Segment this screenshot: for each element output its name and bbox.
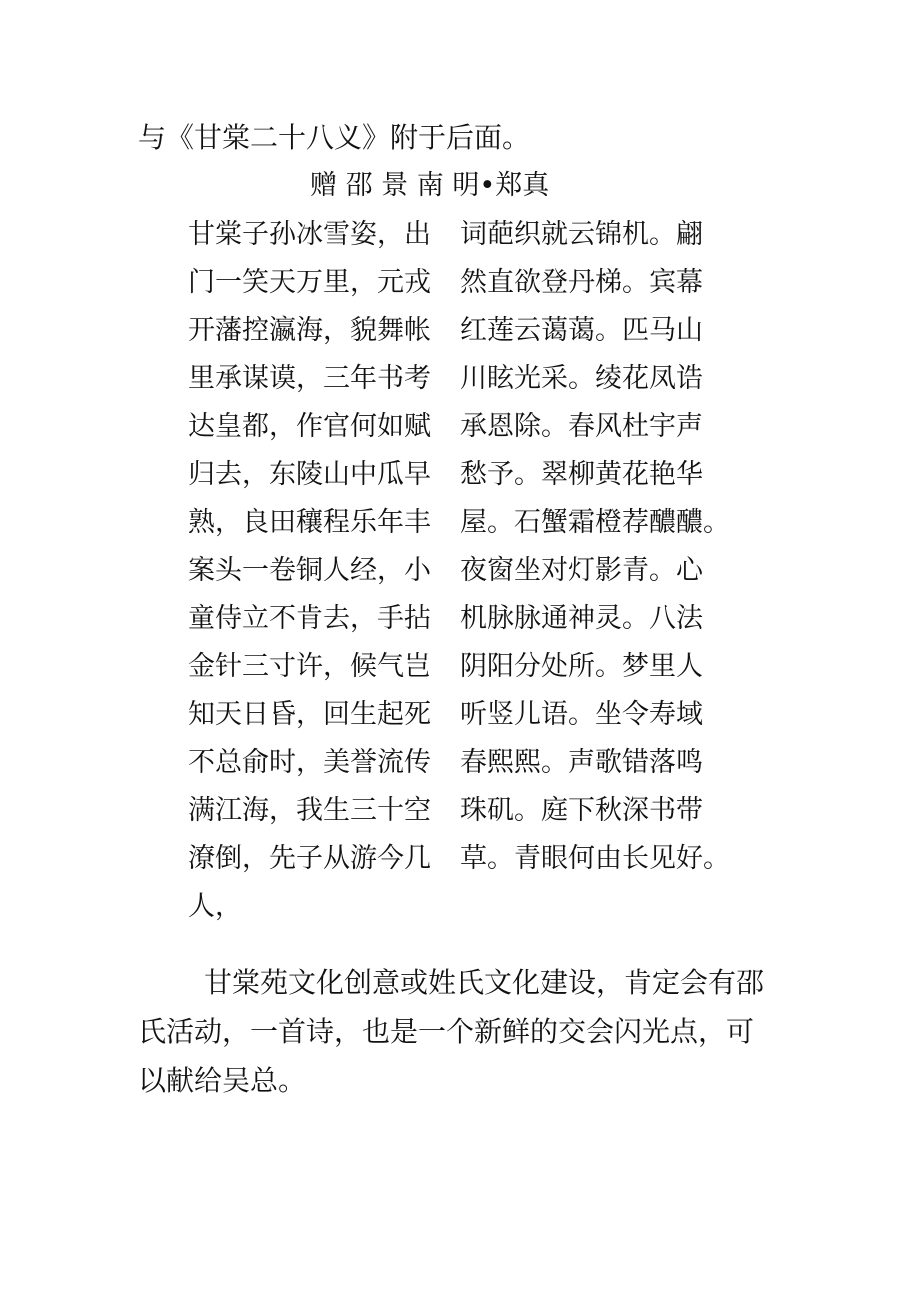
poem-line: 达皇都，作官何如赋 xyxy=(188,411,431,442)
poem-line: 川眩光采。绫花凤诰 xyxy=(460,363,703,394)
poem-line: 然直欲登丹梯。宾幕 xyxy=(460,267,703,298)
poem-line: 草。青眼何由长见好。 xyxy=(460,843,730,874)
poem-line: 案头一卷铜人经，小 xyxy=(188,555,431,586)
poem-line: 珠矶。庭下秋深书带 xyxy=(460,795,703,826)
closing-line: 氏活动，一首诗，也是一个新鲜的交会闪光点，可 xyxy=(138,1015,755,1048)
poem-line: 机脉脉通神灵。八法 xyxy=(460,603,703,634)
poem-line: 归去，东陵山中瓜早 xyxy=(188,459,431,490)
poem-line: 听竖儿语。坐令寿域 xyxy=(460,699,703,730)
poem-line: 开藩控瀛海，貌舞帐 xyxy=(188,315,431,346)
poem-line: 不总俞时，美誉流传 xyxy=(188,747,431,778)
poem-title: 赠 邵 景 南 明•郑真 xyxy=(310,170,550,201)
poem-line: 承恩除。春风杜宇声 xyxy=(460,411,703,442)
poem-line: 金针三寸许，候气岂 xyxy=(188,651,431,682)
poem-line: 屋。石蟹霜橙荐醲醲。 xyxy=(460,507,730,538)
poem-line: 夜窗坐对灯影青。心 xyxy=(460,555,703,586)
poem-line: 春熙熙。声歌错落鸣 xyxy=(460,747,703,778)
poem-line: 潦倒，先子从游今几 xyxy=(188,843,431,874)
poem-line: 人， xyxy=(188,891,242,922)
closing-line: 甘棠苑文化创意或姓氏文化建设，肯定会有邵 xyxy=(204,966,765,999)
poem-line: 红莲云蔼蔼。匹马山 xyxy=(460,315,703,346)
poem-right-column xyxy=(460,211,730,883)
poem-line: 满江海，我生三十空 xyxy=(188,795,431,826)
poem-line: 里承谋谟，三年书考 xyxy=(188,363,431,394)
poem-line: 知天日昏，回生起死 xyxy=(188,699,431,730)
poem-line: 童侍立不肯去，手拈 xyxy=(188,603,431,634)
poem-line: 熟，良田穰程乐年丰 xyxy=(188,507,431,538)
poem-line: 愁予。翠柳黄花艳华 xyxy=(460,459,703,490)
poem-line: 词葩织就云锦机。翩 xyxy=(460,219,703,250)
poem-line: 甘棠子孙冰雪姿，出 xyxy=(188,219,431,250)
poem-line: 阴阳分处所。梦里人 xyxy=(460,651,703,682)
poem-line: 门一笑天万里，元戎 xyxy=(188,267,431,298)
closing-paragraph xyxy=(138,958,798,1105)
intro-text: 与《甘棠二十八义》附于后面。 xyxy=(138,121,531,154)
closing-line: 以献给吴总。 xyxy=(138,1064,307,1097)
poem-left-column xyxy=(188,211,431,931)
